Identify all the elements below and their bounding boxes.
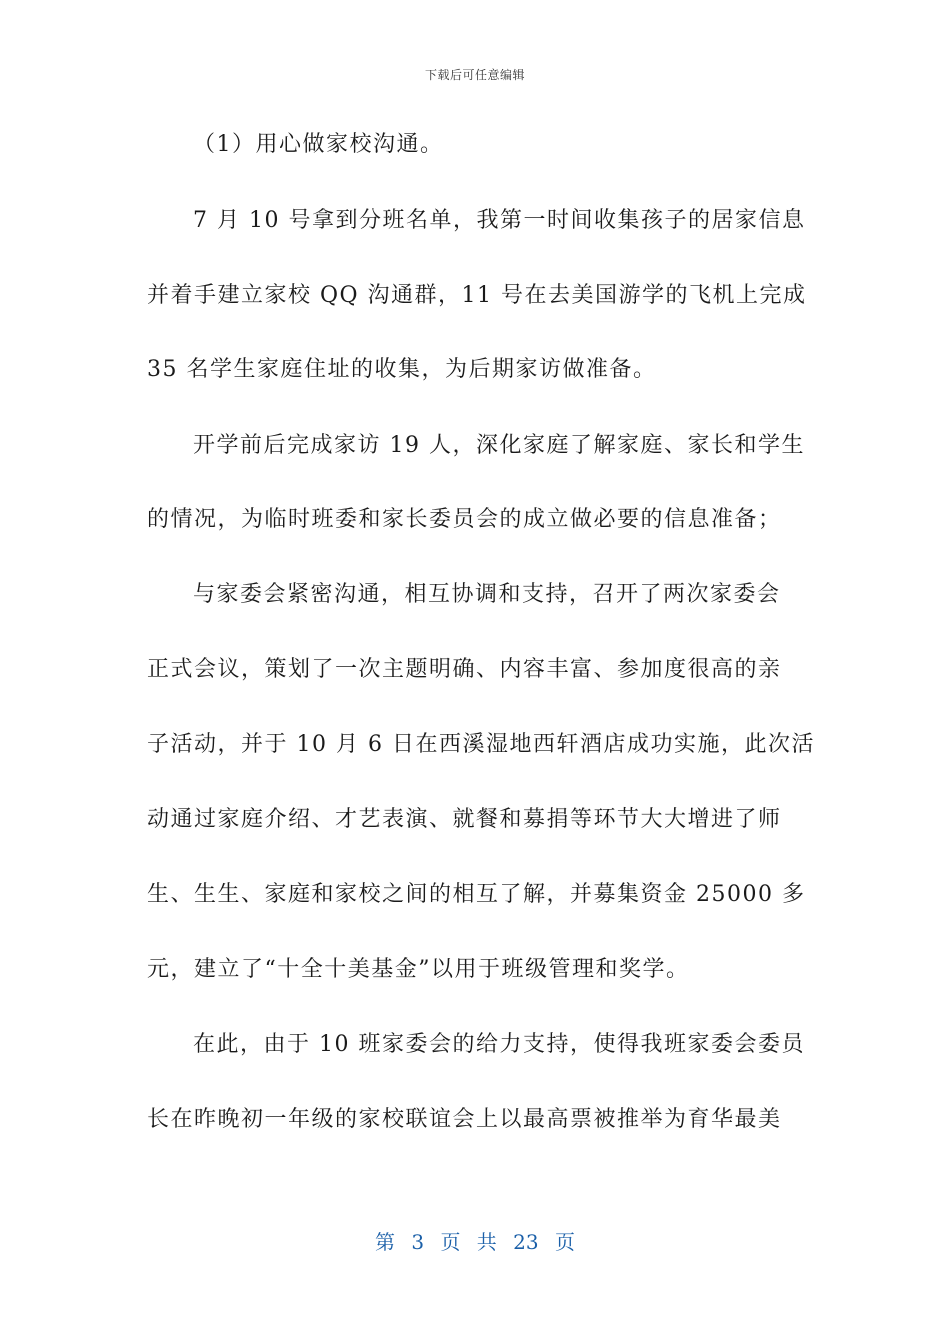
text-line: 7 月 10 号拿到分班名单，我第一时间收集孩子的居家信息 [193,208,806,233]
text-line: 子活动，并于 10 月 6 日在西溪湿地西轩酒店成功实施，此次活 [147,732,815,757]
text-line: 在此，由于 10 班家委会的给力支持，使得我班家委会委员 [193,1032,805,1057]
text-line: 元，建立了“十全十美基金”以用于班级管理和奖学。 [147,957,690,982]
text-line: 35 名学生家庭住址的收集，为后期家访做准备。 [147,357,657,382]
text-line: 并着手建立家校 QQ 沟通群，11 号在去美国游学的飞机上完成 [147,283,807,308]
page-number-footer: 第 3 页 共 23 页 [375,1230,575,1254]
text-line: 动通过家庭介绍、才艺表演、就餐和募捐等环节大大增进了师 [147,807,782,832]
text-line: 生、生生、家庭和家校之间的相互了解，并募集资金 25000 多 [147,882,806,907]
header-note: 下载后可任意编辑 [424,68,525,82]
text-line: 的情况，为临时班委和家长委员会的成立做必要的信息准备； [147,507,782,532]
text-line: 长在昨晚初一年级的家校联谊会上以最高票被推举为育华最美 [147,1107,782,1132]
text-line: 正式会议，策划了一次主题明确、内容丰富、参加度很高的亲 [147,657,782,682]
text-line: （1）用心做家校沟通。 [193,132,444,157]
text-line: 与家委会紧密沟通，相互协调和支持，召开了两次家委会 [193,582,781,607]
text-line: 开学前后完成家访 19 人，深化家庭了解家庭、家长和学生 [193,433,805,458]
